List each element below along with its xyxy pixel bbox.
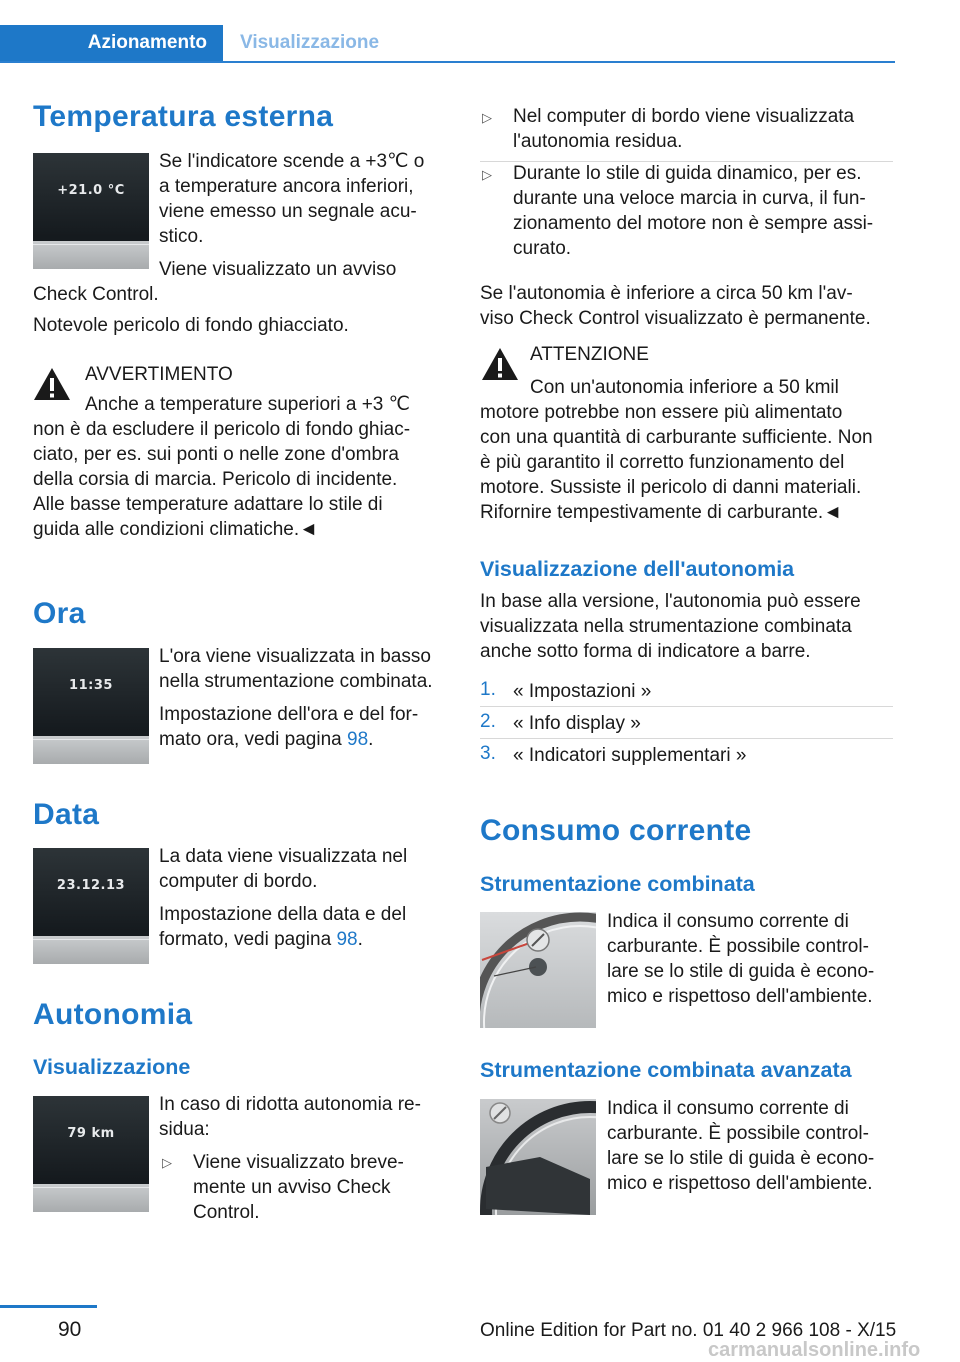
- data-paragraph-1: [159, 844, 407, 894]
- subtitle-strumentazione-avanzata: Strumentazione combinata avanzata: [480, 1058, 852, 1082]
- step-text: « Impostazioni »: [513, 681, 652, 702]
- attention-text: [480, 400, 873, 525]
- temp-paragraph-2b: Check Control.: [33, 284, 159, 305]
- page-link[interactable]: 98: [347, 729, 369, 750]
- temp-paragraph-2a: Viene visualizzato un avviso: [159, 259, 397, 280]
- watermark: carmanualsonline.info: [708, 1339, 921, 1361]
- sca-paragraph: [607, 1096, 874, 1196]
- warning-text: [33, 417, 410, 542]
- text-line: mico e rispettoso dell'ambiente.: [607, 986, 873, 1007]
- warning-triangle-icon: [480, 346, 520, 382]
- text-line: Viene visualizzato breve-: [193, 1152, 404, 1173]
- display-temperature-image: [33, 153, 149, 269]
- attention-heading: ATTENZIONE: [530, 344, 649, 365]
- step-text: « Info display »: [513, 713, 641, 734]
- warning-line: Anche a temperature superiori a +3 ℃: [85, 394, 410, 415]
- text-line: Se l'autonomia è inferiore a circa 50 km l'av-: [480, 283, 853, 304]
- text-line: Durante lo stile di guida dinamico, per es.: [513, 163, 862, 184]
- text-line: sidua:: [159, 1119, 210, 1140]
- text-line: anche sotto forma di indicatore a barre.: [480, 641, 811, 662]
- right-bullet-1: [513, 104, 854, 154]
- temp-paragraph-3: Notevole pericolo di fondo ghiacciato.: [33, 315, 349, 336]
- text-line: Alle basse temperature adattare lo stile di: [33, 494, 383, 515]
- text-line: l'autonomia residua.: [513, 131, 683, 152]
- text-line: Indica il consumo corrente di: [607, 911, 849, 932]
- text-line: viene emesso un segnale acu-: [159, 201, 417, 222]
- text-line: carburante. È possibile control-: [607, 936, 869, 957]
- page-number: 90: [58, 1318, 82, 1341]
- text-line: ciato, per es. sui ponti o nelle zone d'ombra: [33, 444, 399, 465]
- edition-text: Online Edition for Part no. 01 40 2 966 108 - X/15: [480, 1320, 897, 1341]
- text-line: viso Check Control visualizzato è permanente.: [480, 308, 871, 329]
- text-line: guida alle condizioni climatiche.◄: [33, 519, 318, 540]
- text-line: stico.: [159, 226, 204, 247]
- auto-bullet: [193, 1150, 404, 1225]
- header-tab-bar: [0, 25, 895, 63]
- text-span: mato ora, vedi pagina: [159, 729, 348, 750]
- text-line: In base alla versione, l'autonomia può essere: [480, 591, 861, 612]
- attention-line: Con un'autonomia inferiore a 50 kmil: [530, 377, 839, 398]
- title-ora: Ora: [33, 597, 86, 630]
- text-line: è più garantito il corretto funzionamento del: [480, 452, 845, 473]
- text-line: Control.: [193, 1202, 260, 1223]
- text-line: visualizzata nella strumentazione combinata: [480, 616, 852, 637]
- ora-paragraph-2: [159, 702, 418, 752]
- text-line: durante una veloce marcia in curva, il fun-: [513, 188, 866, 209]
- display-clock-image: [33, 648, 149, 764]
- gauge-image-combinata: [480, 912, 596, 1028]
- step-number: 2.: [480, 711, 496, 732]
- autonomia-paragraph: [480, 281, 871, 331]
- warning-triangle-icon: [32, 366, 72, 402]
- text-span: .: [357, 929, 363, 950]
- text-line: motore. Sussiste il pericolo di danni materiali.: [480, 477, 862, 498]
- text-line: Se l'indicatore scende a +3℃ o: [159, 151, 425, 172]
- text-line: computer di bordo.: [159, 871, 318, 892]
- text-line: lare se lo stile di guida è econo-: [607, 961, 875, 982]
- text-line: Impostazione della data e del: [159, 904, 407, 925]
- title-data: Data: [33, 798, 100, 831]
- subtitle-visualizzazione: Visualizzazione: [33, 1055, 191, 1079]
- divider: [480, 738, 893, 739]
- right-bullet-2: [513, 161, 873, 261]
- sc-paragraph: [607, 909, 874, 1009]
- page-link[interactable]: 98: [336, 929, 358, 950]
- text-line: con una quantità di carburante sufficiente. Non: [480, 427, 873, 448]
- data-paragraph-2: [159, 902, 406, 952]
- display-temperature-value: +21.0 °C: [57, 183, 125, 198]
- display-range-value: 79 km: [67, 1126, 115, 1141]
- bullet-triangle-icon: ▷: [482, 167, 492, 182]
- display-range-image: [33, 1096, 149, 1212]
- text-line: Rifornire tempestivamente di carburante.◄: [480, 502, 843, 523]
- step-text: « Indicatori supplementari »: [513, 745, 747, 766]
- speedometer-icon: [480, 912, 596, 1028]
- display-date-value: 23.12.13: [56, 878, 126, 893]
- auto-paragraph-1: [159, 1092, 421, 1142]
- footer-accent-line: [0, 1305, 97, 1308]
- text-line: motore potrebbe non essere più alimentato: [480, 402, 843, 423]
- step-number: 3.: [480, 743, 496, 764]
- text-line: La data viene visualizzata nel: [159, 846, 408, 867]
- text-line: carburante. È possibile control-: [607, 1123, 869, 1144]
- title-temperatura: Temperatura esterna: [33, 100, 334, 133]
- text-line: zionamento del motore non è sempre assi-: [513, 213, 874, 234]
- text-line: della corsia di marcia. Pericolo di incidente.: [33, 469, 398, 490]
- text-line: mico e rispettoso dell'ambiente.: [607, 1173, 873, 1194]
- text-line: curato.: [513, 238, 572, 259]
- text-line: a temperature ancora inferiori,: [159, 176, 414, 197]
- text-span: .: [368, 729, 374, 750]
- title-visualizzazione-autonomia: Visualizzazione dell'autonomia: [480, 557, 795, 581]
- bullet-triangle-icon: ▷: [482, 110, 492, 125]
- title-autonomia: Autonomia: [33, 998, 193, 1031]
- warning-heading: AVVERTIMENTO: [85, 364, 233, 385]
- divider: [480, 706, 893, 707]
- vis-paragraph: [480, 589, 861, 664]
- text-span: formato, vedi pagina: [159, 929, 337, 950]
- text-line: L'ora viene visualizzata in basso: [159, 646, 431, 667]
- display-date-image: [33, 848, 149, 964]
- text-line: Indica il consumo corrente di: [607, 1098, 849, 1119]
- bullet-triangle-icon: ▷: [162, 1155, 172, 1170]
- temp-paragraph-1: [159, 149, 424, 249]
- display-clock-value: 11:35: [69, 678, 113, 693]
- text-line: Nel computer di bordo viene visualizzata: [513, 106, 855, 127]
- text-line: nella strumentazione combinata.: [159, 671, 433, 692]
- gauge-image-avanzata: [480, 1099, 596, 1215]
- step-number: 1.: [480, 679, 496, 700]
- tab-azionamento[interactable]: Azionamento: [0, 25, 223, 61]
- subtitle-strumentazione-combinata: Strumentazione combinata: [480, 872, 755, 896]
- text-line: [159, 727, 418, 752]
- text-line: In caso di ridotta autonomia re-: [159, 1094, 421, 1115]
- title-consumo: Consumo corrente: [480, 814, 752, 847]
- speedometer-icon: [480, 1099, 596, 1215]
- text-line: Impostazione dell'ora e del for-: [159, 704, 419, 725]
- tab-visualizzazione[interactable]: Visualizzazione: [240, 32, 380, 53]
- text-line: [159, 927, 406, 952]
- text-line: mente un avviso Check: [193, 1177, 391, 1198]
- text-line: lare se lo stile di guida è econo-: [607, 1148, 875, 1169]
- ora-paragraph-1: [159, 644, 433, 694]
- text-line: non è da escludere il pericolo di fondo ghiac-: [33, 419, 411, 440]
